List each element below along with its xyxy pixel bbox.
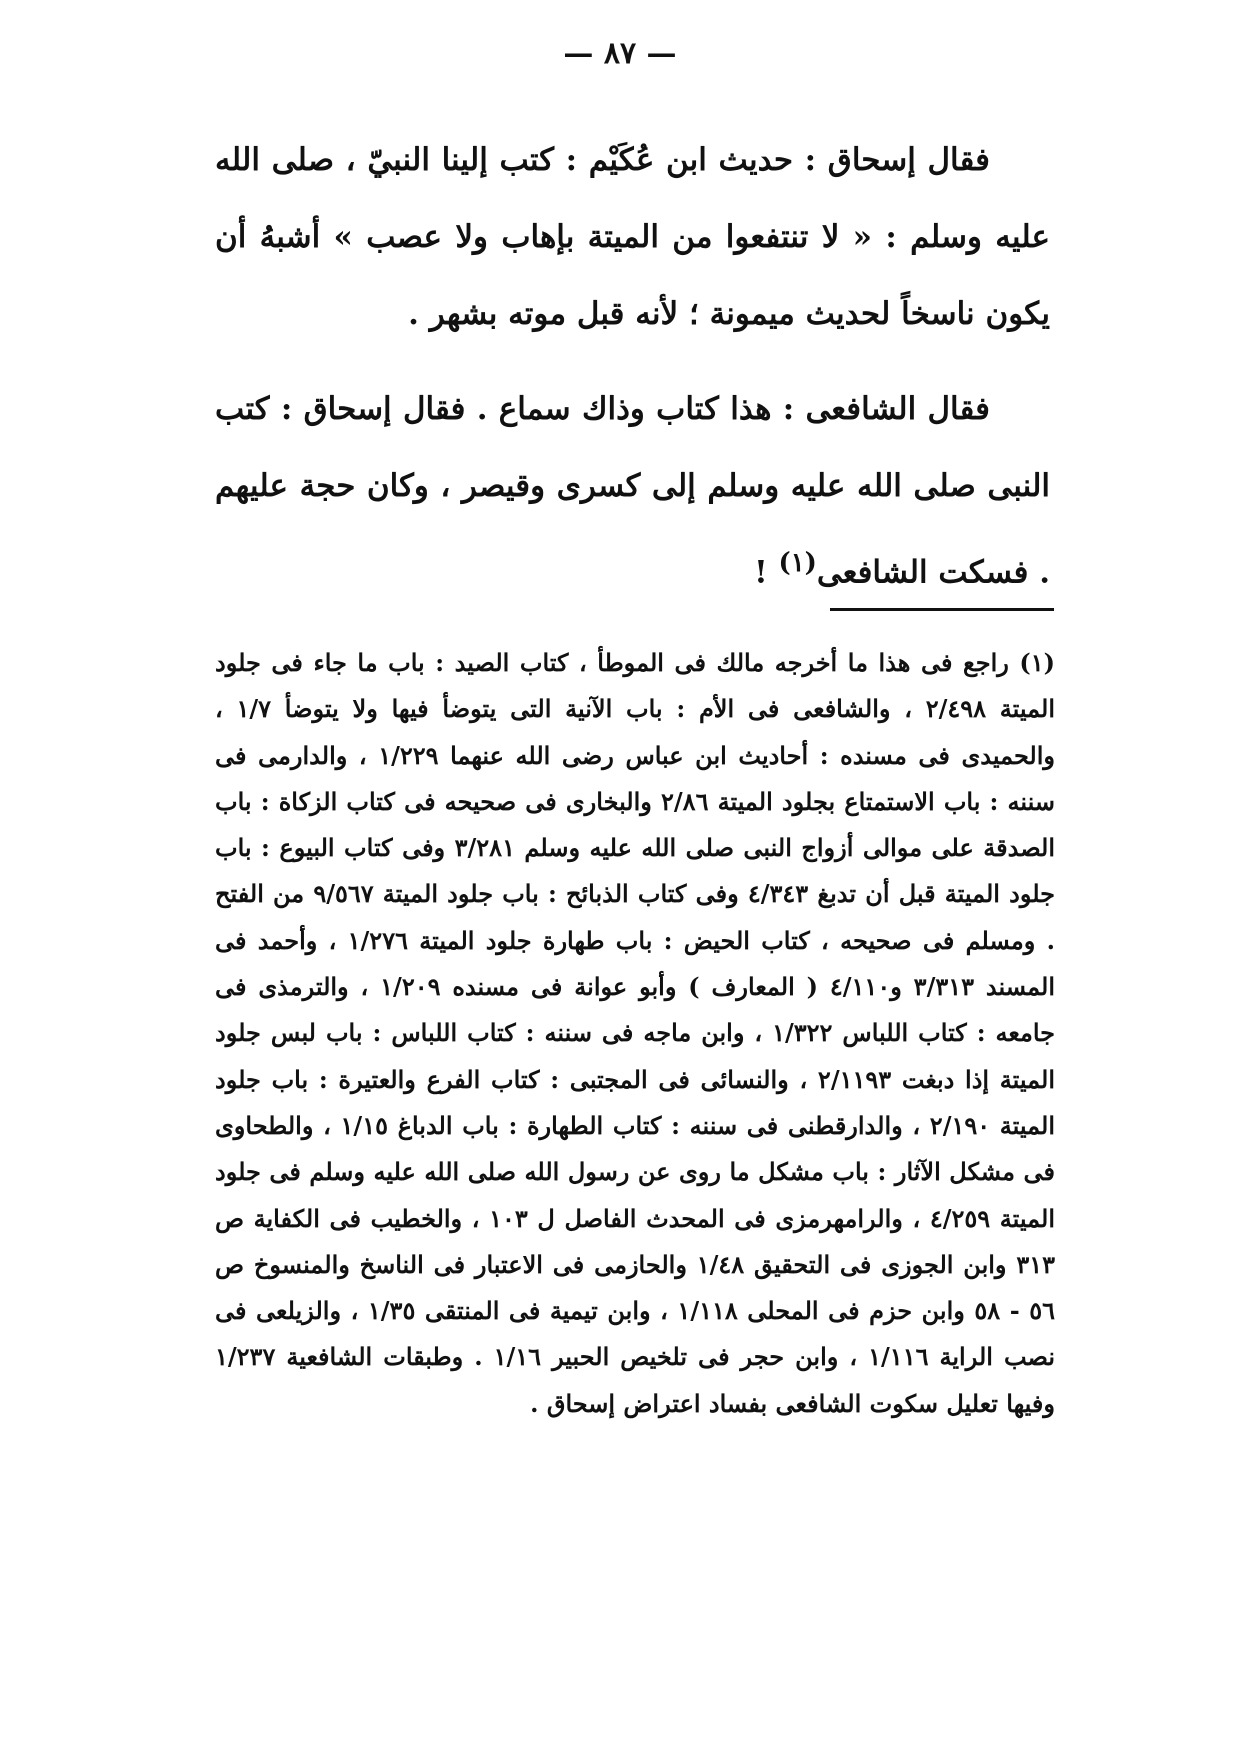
paragraph-shafii-reply-text: فقال الشافعى : هذا كتاب وذاك سماع . فقال إسحاق : كتب النبى صلى الله عليه وسلم إلى كسرى وقيصر ، وكان حجة عليهم . فسكت الشافعى	[215, 391, 1050, 591]
footnote-1	[215, 640, 1055, 1427]
page-number: — ٨٧ —	[563, 36, 677, 71]
paragraph-end-mark: !	[754, 554, 779, 591]
footnote-reference: (١)	[778, 548, 817, 578]
main-text	[215, 122, 1050, 629]
footnote-text: راجع فى هذا ما أخرجه مالك فى الموطأ ، كتاب الصيد : باب ما جاء فى جلود الميتة ٢/٤٩٨ ، والشافعى فى الأم : باب الآنية التى يتوضأ فيها ولا يتوضأ ١/٧ ، والحميدى فى مسنده : أحاديث ابن عباس رضى الله عنهما ١/٢٢٩ ، والدارمى فى سننه : باب الاستمتاع بجلود الميتة ٢/٨٦ والبخارى فى صحيحه فى كتاب الزكاة : باب الصدقة على موالى أزواج النبى صلى الله عليه وسلم ٣/٢٨١ وفى كتاب البيوع : باب جلود الميتة قبل أن تدبغ ٤/٣٤٣ وفى كتاب الذبائح : باب جلود الميتة ٩/٥٦٧ من الفتح . ومسلم فى صحيحه ، كتاب الحيض : باب طهارة جلود الميتة ١/٢٧٦ ، وأحمد فى المسند ٣/٣١٣ و٤/١١٠ ( المعارف ) وأبو عوانة فى مسنده ١/٢٠٩ ، والترمذى فى جامعه : كتاب اللباس ١/٣٢٢ ، وابن ماجه فى سننه : كتاب اللباس : باب لبس جلود الميتة إذا دبغت ٢/١١٩٣ ، والنسائى فى المجتبى : كتاب الفرع والعتيرة : باب جلود الميتة ٢/١٩٠ ، والدارقطنى فى سننه : كتاب الطهارة : باب الدباغ ١/١٥ ، والطحاوى فى مشكل الآثار : باب مشكل ما روى عن رسول الله صلى الله عليه وسلم فى جلود الميتة ٤/٢٥٩ ، والرامهرمزى فى المحدث الفاصل ل ١٠٣ ، والخطيب فى الكفاية ص ٣١٣ وابن الجوزى فى التحقيق ١/٤٨ والحازمى فى الاعتبار فى الناسخ والمنسوخ ص ٥٦ - ٥٨ وابن حزم فى المحلى ١/١١٨ ، وابن تيمية فى المنتقى ١/٣٥ ، والزيلعى فى نصب الراية ١/١١٦ ، وابن حجر فى تلخيص الحبير ١/١٦ . وطبقات الشافعية ١/٢٣٧ وفيها تعليل سكوت الشافعى بفساد اعتراض إسحاق .	[215, 648, 1056, 1418]
footnote-marker: (١)	[1019, 648, 1055, 677]
paragraph-ishaq-argument: فقال إسحاق : حديث ابن عُكَيْم : كتب إلينا النبيّ ، صلى الله عليه وسلم : « لا تنتفعوا من الميتة بإهاب ولا عصب » أشبهُ أن يكون ناسخاً لحديث ميمونة ؛ لأنه قبل موته بشهر .	[215, 142, 1050, 332]
footnote-divider	[830, 608, 1054, 611]
footnote	[215, 640, 1055, 1427]
paragraph-shafii-reply	[215, 371, 1050, 611]
